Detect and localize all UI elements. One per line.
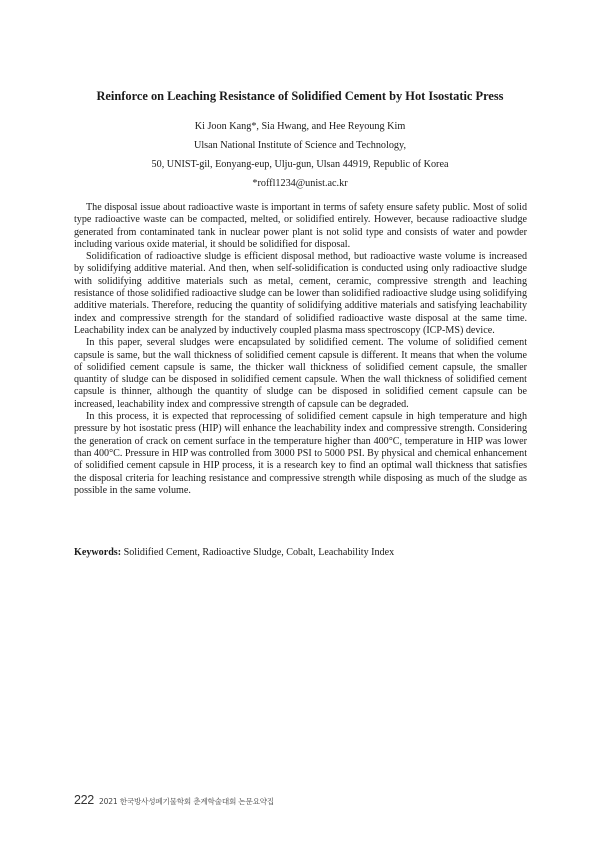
page-number: 222 [74,793,94,807]
abstract-paragraph: Solidification of radioactive sludge is efficient disposal method, but radioactive waste volume is increased by solidifying additive material. And then, when self-solidification is conducted using only radioactive sludge with solidifying additive materials such as metal, cement, ceramic, compressive strength and leaching resistance of those solidified radioactive sludge can be lower than solidified radioactive sludge using solidifying additive materials. Therefore, reducing the quantity of solidifying additive materials and satisfying leachability index and compressive strength for the standard of solidified radioactive waste disposal at the same time. Leachability index can be analyzed by inductively coupled plasma mass spectroscopy (ICP-MS) device. [74,251,527,336]
author-names: Ki Joon Kang*, Sia Hwang, and Hee Reyoung Kim [194,121,406,132]
keywords-label: Keywords: [74,547,122,558]
keywords-line [74,546,527,559]
author-block [60,117,540,193]
author-email: *roffl1234@unist.ac.kr [252,178,348,189]
footer-proceedings-title: 2021 한국방사성폐기물학회 춘계학술대회 논문요약집 [98,797,274,806]
page-footer [74,791,534,809]
paper-title: Reinforce on Leaching Resistance of Solidified Cement by Hot Isostatic Press [96,89,504,103]
abstract [74,202,527,497]
abstract-paragraph: In this process, it is expected that reprocessing of solidified cement capsule in high temperature and high pressure by hot isostatic press (HIP) will enhance the leachability index and compressive strength. Considering the generation of crack on cement surface in the temperature higher than 400°C, temperature in HIP was lower than 400°C. Pressure in HIP was controlled from 3000 PSI to 5000 PSI. By physical and chemical enhancement of solidified cement capsule in HIP process, it is a research key to find an optimal wall thickness that satisfies the disposal criteria for leaching resistance and compressive strength while disposing as much of the sludge as possible in the same volume. [74,411,527,496]
author-affiliation: Ulsan National Institute of Science and Technology, [193,140,407,151]
abstract-paragraph: In this paper, several sludges were encapsulated by solidified cement. The volume of solidified cement capsule is same, but the wall thickness of solidified cement capsule is different. It means that when the volume of solidified cement capsule is same, the thicker wall thickness of solidified cement capsule, the smaller quantity of sludge can be disposed in solidified cement capsule. When the wall thickness of solidified cement capsule is thinner, although the quantity of sludge can be disposed in solidified cement capsule can be increased, leachability index and compressive strength of capsule can be degraded. [74,337,527,410]
author-address: 50, UNIST-gil, Eonyang-eup, Ulju-gun, Ulsan 44919, Republic of Korea [151,159,449,170]
keywords-text: Solidified Cement, Radioactive Sludge, Cobalt, Leachability Index [123,547,395,558]
abstract-paragraph: The disposal issue about radioactive waste is important in terms of safety ensure safety public. Most of solid type radioactive waste can be compacted, melted, or solidified entirely. However, because radioactive sludge generated from contaminated tank in nuclear power plant is not solid type and consists of water and powder including various oxide material, it should be solidified for disposal. [74,202,527,250]
